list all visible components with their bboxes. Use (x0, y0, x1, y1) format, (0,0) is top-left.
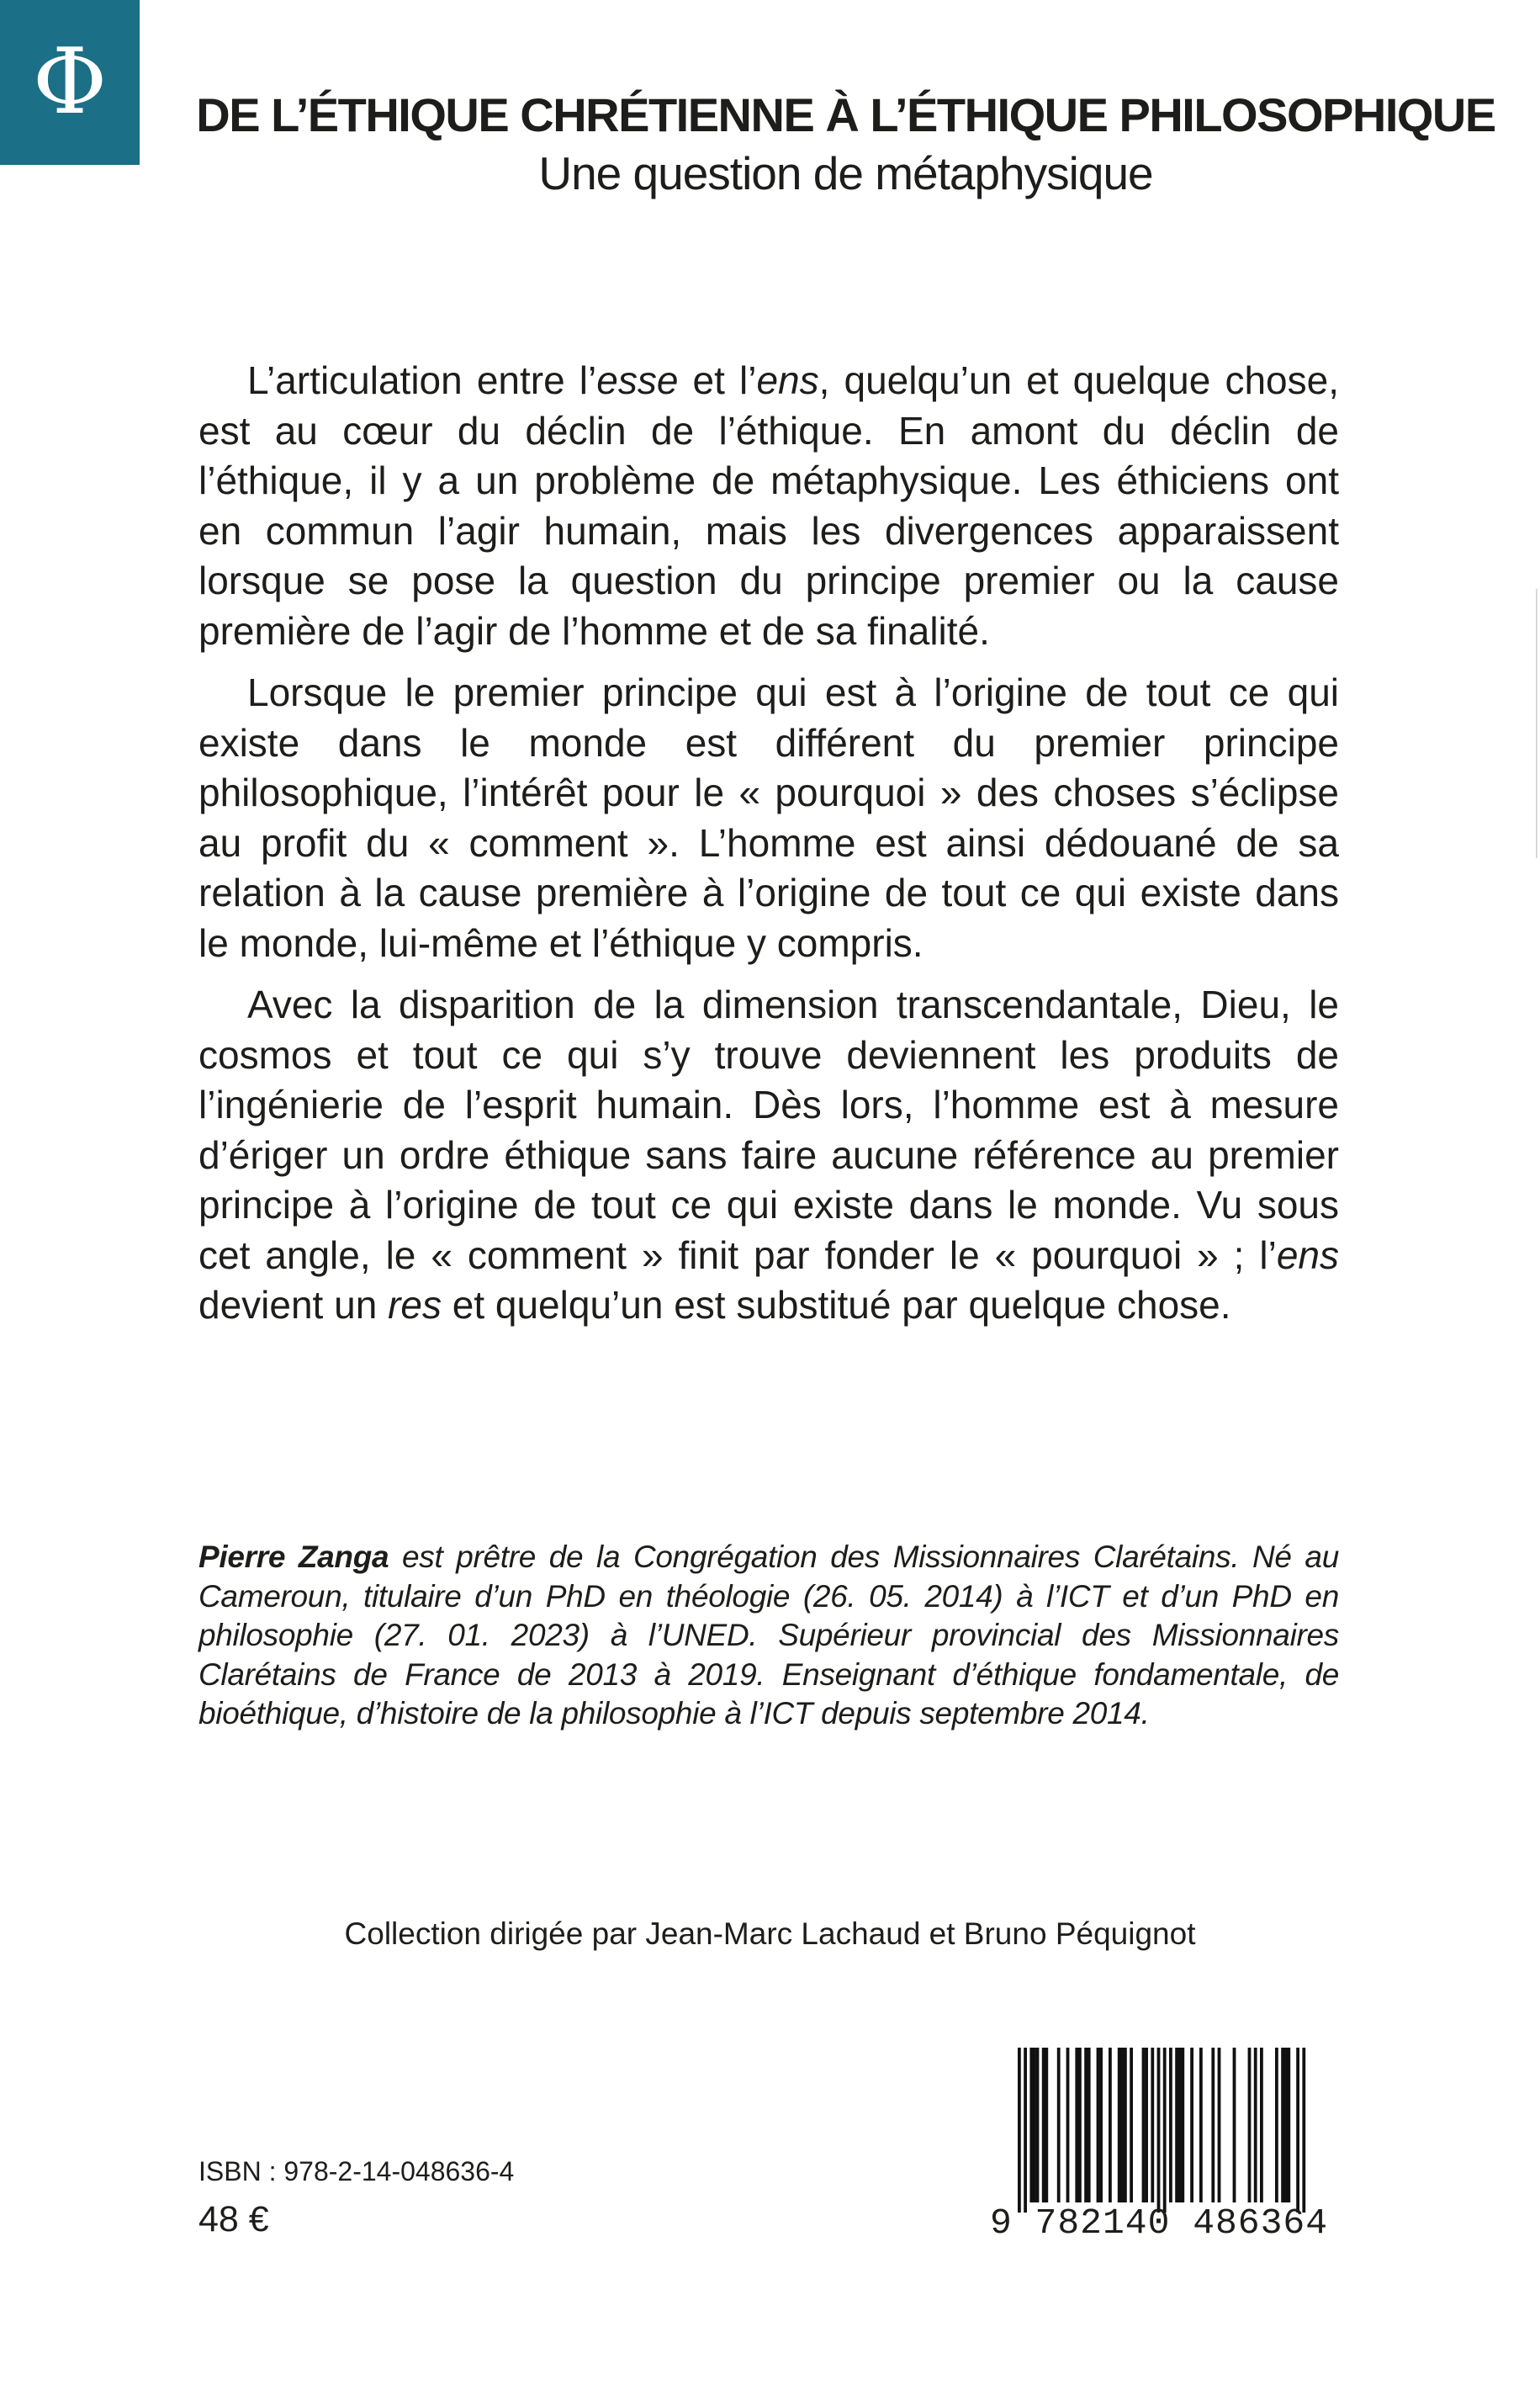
phi-logo-icon (0, 0, 140, 165)
barcode-bar (1018, 2048, 1021, 2213)
barcode-bar (1118, 2048, 1121, 2202)
barcode-bar (1296, 2048, 1299, 2213)
barcode-bar (1284, 2048, 1288, 2202)
barcode (982, 2048, 1336, 2245)
spine-edge-line (1536, 589, 1537, 858)
barcode-bar (1109, 2048, 1112, 2202)
collection-credit: Collection dirigée par Jean-Marc Lachaud et Bruno Péquignot (344, 1916, 1196, 1951)
barcode-bar (1169, 2048, 1172, 2202)
barcode-bar (1142, 2048, 1146, 2202)
barcode-bar (1175, 2048, 1178, 2202)
book-title: DE L’ÉTHIQUE CHRÉTIENNE À L’ÉTHIQUE PHILOSOPHIQUE (196, 88, 1495, 141)
isbn: ISBN : 978-2-14-048636-4 (198, 2156, 515, 2186)
barcode-bar (1181, 2048, 1184, 2202)
author-bio (198, 1538, 1339, 1734)
barcode-bar (1254, 2048, 1257, 2202)
barcode-bar (1024, 2048, 1027, 2213)
barcode-bar (1302, 2048, 1305, 2213)
barcode-bar (1130, 2048, 1133, 2202)
barcode-bar (1163, 2048, 1167, 2213)
price: 48 € (198, 2199, 269, 2239)
paragraph-1: L’articulation entre l’esse et l’ens, quelqu’un et quelque chose, est au cœur du déclin de l’éthique. En amont du déclin de l’éthique, il y a un problème de métaphysique. Les éthiciens ont en commun l’agir humain, mais les divergences apparaissent lorsque se pose la question du principe premier ou la cause première de l’agir de l’homme et de sa finalité. (198, 358, 1339, 653)
barcode-bar (1029, 2048, 1033, 2202)
barcode-bar (1099, 2048, 1103, 2202)
barcode-bar (1145, 2048, 1148, 2202)
barcode-bar (1120, 2048, 1124, 2202)
barcode-bar (1190, 2048, 1193, 2202)
barcode-bar (1042, 2048, 1045, 2202)
back-cover-text (198, 356, 1339, 1343)
barcode-bar (1178, 2048, 1182, 2202)
barcode-bar (1075, 2048, 1078, 2202)
barcode-bar (1157, 2048, 1161, 2213)
barcode-bar (1248, 2048, 1252, 2202)
paragraph-3: Avec la disparition de la dimension transcendantale, Dieu, le cosmos et tout ce qui s’y trouve deviennent les produits de l’ingénierie de l’esprit humain. Dès lors, l’homme est à mesure d’ériger un ordre éthique sans faire aucune référence au premier principe à l’origine de tout ce qui existe dans le monde. Vu sous cet angle, le « comment » finit par fonder le « pourquoi » ; l’ens devient un res et quelqu’un est substitué par quelque chose. (198, 983, 1339, 1327)
barcode-bar (1078, 2048, 1082, 2202)
barcode-bar (1199, 2048, 1203, 2202)
barcode-bar (1281, 2048, 1284, 2202)
book-subtitle: Une question de métaphysique (538, 147, 1153, 199)
barcode-bar (1287, 2048, 1290, 2202)
barcode-bar (1033, 2048, 1036, 2202)
barcode-digits: 9 782140 486364 (989, 2202, 1329, 2244)
author-bio-text: est prêtre de la Congrégation des Missionnaires Clarétains. Né au Cameroun, titulaire d’un PhD en théologie (26. 05. 2014) à l’ICT et d’un PhD en philosophie (27. 01. 2023) à l’UNED. Supérieur provincial des Missionnaires Clarétains de France de 2013 à 2019. Enseignant d’éthique fondamentale, de bioéthique, d’histoire de la philosophie à l’ICT depuis septembre 2014. (198, 1540, 1339, 1730)
barcode-bar (1275, 2048, 1278, 2202)
barcode-bar (1045, 2048, 1048, 2202)
barcode-bar (1097, 2048, 1100, 2202)
barcode-bar (1233, 2048, 1236, 2202)
barcode-bar (1088, 2048, 1091, 2202)
paragraph-2: Lorsque le premier principe qui est à l’origine de tout ce qui existe dans le monde est différent du premier principe philosophique, l’intérêt pour le « pourquoi » des choses s’éclipse au profit du « comment ». L’homme est ainsi dédouané de sa relation à la cause première à l’origine de tout ce qui existe dans le monde, lui-même et l’éthique y compris. (198, 670, 1339, 965)
barcode-bar (1124, 2048, 1127, 2202)
barcode-bar (1151, 2048, 1154, 2202)
barcode-bar (1036, 2048, 1040, 2202)
barcode-bar (1211, 2048, 1215, 2202)
barcode-bar (1057, 2048, 1061, 2202)
logo-glyph: Φ (32, 29, 108, 135)
barcode-bar (1260, 2048, 1263, 2202)
barcode-bar (1066, 2048, 1070, 2202)
author-name: Pierre Zanga (198, 1540, 389, 1574)
barcode-bar (1084, 2048, 1088, 2202)
barcode-bar (1218, 2048, 1221, 2202)
